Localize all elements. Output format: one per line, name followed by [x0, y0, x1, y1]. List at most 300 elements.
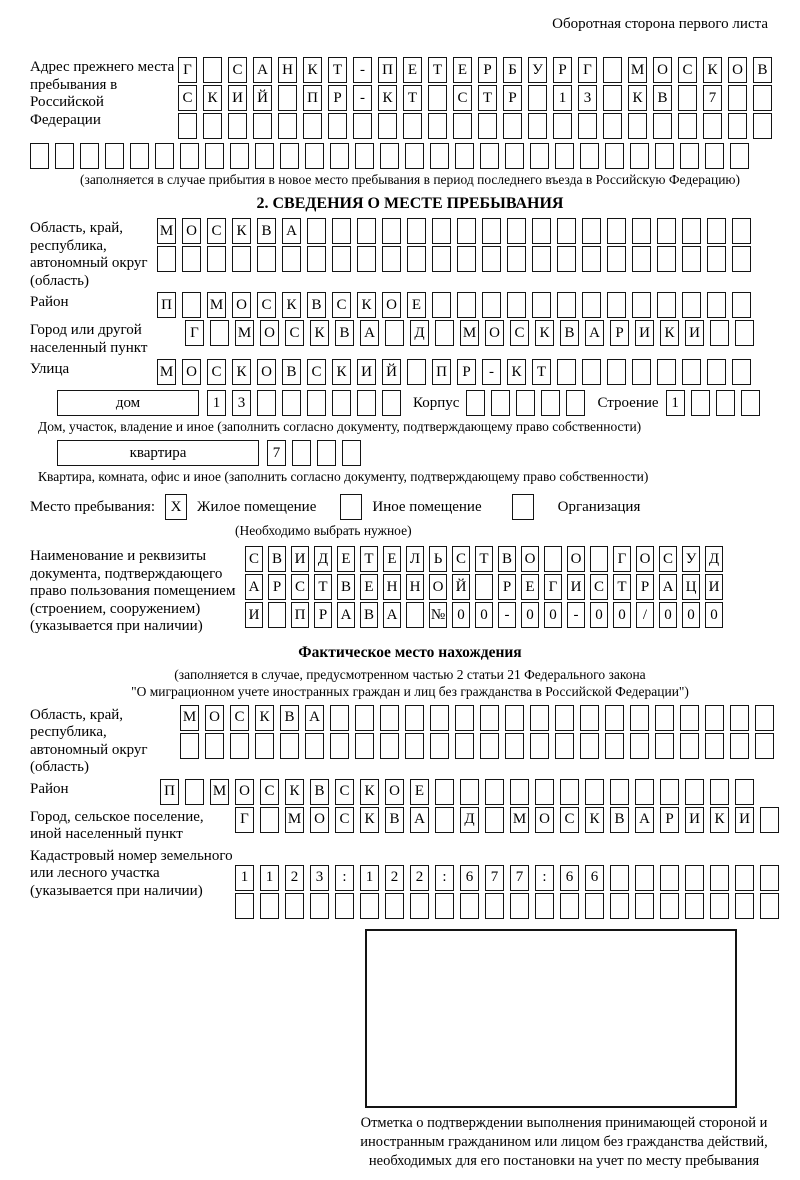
char-box[interactable]: К: [332, 359, 351, 385]
char-box[interactable]: С: [257, 292, 276, 318]
char-box[interactable]: В: [385, 807, 404, 833]
char-box[interactable]: [580, 733, 599, 759]
char-box[interactable]: Й: [452, 574, 470, 600]
char-box[interactable]: [610, 779, 629, 805]
char-box[interactable]: [607, 359, 626, 385]
char-box[interactable]: Р: [268, 574, 286, 600]
char-box[interactable]: Т: [328, 57, 347, 83]
char-box[interactable]: [730, 143, 749, 169]
char-box[interactable]: [230, 143, 249, 169]
char-box[interactable]: 0: [544, 602, 562, 628]
char-box[interactable]: 7: [267, 440, 286, 466]
char-box[interactable]: [685, 893, 704, 919]
char-box[interactable]: [582, 246, 601, 272]
char-box[interactable]: [491, 390, 510, 416]
char-box[interactable]: [735, 893, 754, 919]
char-box[interactable]: [330, 143, 349, 169]
char-box[interactable]: С: [230, 705, 249, 731]
char-box[interactable]: [285, 893, 304, 919]
char-box[interactable]: П: [432, 359, 451, 385]
char-box[interactable]: [455, 143, 474, 169]
char-box[interactable]: [607, 292, 626, 318]
char-box[interactable]: [457, 246, 476, 272]
char-box[interactable]: 0: [590, 602, 608, 628]
char-box[interactable]: [530, 733, 549, 759]
char-box[interactable]: [691, 390, 710, 416]
char-box[interactable]: П: [378, 57, 397, 83]
char-box[interactable]: [353, 113, 372, 139]
char-box[interactable]: [382, 390, 401, 416]
char-box[interactable]: К: [303, 57, 322, 83]
char-box[interactable]: Д: [460, 807, 479, 833]
char-box[interactable]: [203, 113, 222, 139]
char-box[interactable]: :: [535, 865, 554, 891]
char-box[interactable]: Ь: [429, 546, 447, 572]
char-box[interactable]: [278, 113, 297, 139]
char-box[interactable]: [485, 779, 504, 805]
char-box[interactable]: [485, 893, 504, 919]
char-box[interactable]: [605, 705, 624, 731]
char-box[interactable]: В: [307, 292, 326, 318]
char-box[interactable]: [532, 292, 551, 318]
char-box[interactable]: Г: [178, 57, 197, 83]
char-box[interactable]: [655, 143, 674, 169]
char-box[interactable]: [282, 246, 301, 272]
char-box[interactable]: [635, 893, 654, 919]
char-box[interactable]: [278, 85, 297, 111]
char-box[interactable]: С: [510, 320, 529, 346]
char-box[interactable]: Т: [360, 546, 378, 572]
char-box[interactable]: О: [728, 57, 747, 83]
char-box[interactable]: О: [205, 705, 224, 731]
char-box[interactable]: [655, 705, 674, 731]
char-box[interactable]: А: [337, 602, 355, 628]
char-box[interactable]: [466, 390, 485, 416]
char-box[interactable]: И: [291, 546, 309, 572]
char-box[interactable]: [630, 733, 649, 759]
char-box[interactable]: С: [332, 292, 351, 318]
char-box[interactable]: К: [285, 779, 304, 805]
char-box[interactable]: -: [498, 602, 516, 628]
char-box[interactable]: [660, 779, 679, 805]
char-box[interactable]: О: [485, 320, 504, 346]
char-box[interactable]: [544, 546, 562, 572]
char-box[interactable]: [503, 113, 522, 139]
char-box[interactable]: Р: [457, 359, 476, 385]
char-box[interactable]: Ц: [682, 574, 700, 600]
char-box[interactable]: [355, 733, 374, 759]
char-box[interactable]: [555, 705, 574, 731]
char-box[interactable]: [157, 246, 176, 272]
char-box[interactable]: [335, 893, 354, 919]
char-box[interactable]: К: [703, 57, 722, 83]
char-box[interactable]: С: [307, 359, 326, 385]
char-box[interactable]: С: [560, 807, 579, 833]
char-box[interactable]: [657, 246, 676, 272]
char-box[interactable]: Е: [521, 574, 539, 600]
char-box[interactable]: [660, 893, 679, 919]
char-box[interactable]: 0: [475, 602, 493, 628]
char-box[interactable]: П: [157, 292, 176, 318]
char-box[interactable]: [710, 779, 729, 805]
char-box[interactable]: М: [180, 705, 199, 731]
char-box[interactable]: [185, 779, 204, 805]
char-box[interactable]: [405, 143, 424, 169]
char-box[interactable]: [457, 218, 476, 244]
char-box[interactable]: 2: [410, 865, 429, 891]
char-box[interactable]: К: [282, 292, 301, 318]
char-box[interactable]: [735, 320, 754, 346]
char-box[interactable]: И: [228, 85, 247, 111]
char-box[interactable]: [678, 85, 697, 111]
char-box[interactable]: [590, 546, 608, 572]
char-box[interactable]: [760, 807, 779, 833]
char-box[interactable]: [303, 113, 322, 139]
char-box[interactable]: [535, 893, 554, 919]
char-box[interactable]: Е: [383, 546, 401, 572]
char-box[interactable]: О: [260, 320, 279, 346]
char-box[interactable]: [455, 733, 474, 759]
char-box[interactable]: [430, 733, 449, 759]
char-box[interactable]: Б: [503, 57, 522, 83]
char-box[interactable]: В: [268, 546, 286, 572]
char-box[interactable]: [528, 113, 547, 139]
char-box[interactable]: Р: [328, 85, 347, 111]
char-box[interactable]: [232, 246, 251, 272]
char-box[interactable]: С: [453, 85, 472, 111]
char-box[interactable]: [660, 865, 679, 891]
char-box[interactable]: Е: [403, 57, 422, 83]
char-box[interactable]: И: [735, 807, 754, 833]
char-box[interactable]: [328, 113, 347, 139]
char-box[interactable]: [280, 143, 299, 169]
char-box[interactable]: А: [282, 218, 301, 244]
char-box[interactable]: [205, 733, 224, 759]
char-box[interactable]: [605, 733, 624, 759]
char-box[interactable]: [735, 779, 754, 805]
char-box[interactable]: [255, 733, 274, 759]
char-box[interactable]: К: [255, 705, 274, 731]
char-box[interactable]: [728, 113, 747, 139]
char-box[interactable]: [682, 359, 701, 385]
char-box[interactable]: -: [353, 85, 372, 111]
char-box[interactable]: [655, 733, 674, 759]
char-box[interactable]: [355, 705, 374, 731]
char-box[interactable]: О: [385, 779, 404, 805]
char-box[interactable]: [555, 733, 574, 759]
char-box[interactable]: [432, 246, 451, 272]
char-box[interactable]: С: [178, 85, 197, 111]
char-box[interactable]: А: [360, 320, 379, 346]
char-box[interactable]: С: [678, 57, 697, 83]
char-box[interactable]: В: [610, 807, 629, 833]
char-box[interactable]: У: [682, 546, 700, 572]
char-box[interactable]: [235, 893, 254, 919]
char-box[interactable]: [332, 218, 351, 244]
char-box[interactable]: [585, 779, 604, 805]
char-box[interactable]: С: [207, 359, 226, 385]
char-box[interactable]: 7: [510, 865, 529, 891]
char-box[interactable]: [703, 113, 722, 139]
char-box[interactable]: [380, 705, 399, 731]
char-box[interactable]: [707, 246, 726, 272]
char-box[interactable]: [435, 779, 454, 805]
char-box[interactable]: [378, 113, 397, 139]
char-box[interactable]: [707, 359, 726, 385]
char-box[interactable]: [707, 218, 726, 244]
char-box[interactable]: Е: [360, 574, 378, 600]
char-box[interactable]: О: [429, 574, 447, 600]
char-box[interactable]: В: [335, 320, 354, 346]
char-box[interactable]: [357, 218, 376, 244]
char-box[interactable]: Д: [314, 546, 332, 572]
char-box[interactable]: [382, 218, 401, 244]
char-box[interactable]: М: [157, 359, 176, 385]
char-box[interactable]: [355, 143, 374, 169]
char-box[interactable]: Д: [705, 546, 723, 572]
char-box[interactable]: [307, 390, 326, 416]
char-box[interactable]: [707, 292, 726, 318]
char-box[interactable]: [716, 390, 735, 416]
char-box[interactable]: [510, 893, 529, 919]
char-box[interactable]: 0: [705, 602, 723, 628]
char-box[interactable]: [428, 113, 447, 139]
char-box[interactable]: [732, 292, 751, 318]
char-box[interactable]: И: [245, 602, 263, 628]
char-box[interactable]: [380, 143, 399, 169]
char-box[interactable]: [603, 57, 622, 83]
char-box[interactable]: [480, 705, 499, 731]
char-box[interactable]: [403, 113, 422, 139]
char-box[interactable]: Г: [544, 574, 562, 600]
char-box[interactable]: А: [253, 57, 272, 83]
char-box[interactable]: 0: [659, 602, 677, 628]
char-box[interactable]: С: [291, 574, 309, 600]
char-box[interactable]: [457, 292, 476, 318]
char-box[interactable]: О: [257, 359, 276, 385]
char-box[interactable]: [268, 602, 286, 628]
char-box[interactable]: [603, 113, 622, 139]
char-box[interactable]: [317, 440, 336, 466]
char-box[interactable]: [455, 705, 474, 731]
char-box[interactable]: [557, 246, 576, 272]
char-box[interactable]: 6: [560, 865, 579, 891]
char-box[interactable]: 7: [485, 865, 504, 891]
char-box[interactable]: [580, 143, 599, 169]
char-box[interactable]: 1: [666, 390, 685, 416]
other-premises-checkbox[interactable]: [340, 494, 362, 520]
char-box[interactable]: [260, 807, 279, 833]
char-box[interactable]: Й: [253, 85, 272, 111]
char-box[interactable]: К: [710, 807, 729, 833]
char-box[interactable]: [732, 218, 751, 244]
char-box[interactable]: [685, 779, 704, 805]
char-box[interactable]: [406, 602, 424, 628]
char-box[interactable]: [657, 359, 676, 385]
char-box[interactable]: К: [357, 292, 376, 318]
char-box[interactable]: Р: [498, 574, 516, 600]
char-box[interactable]: К: [535, 320, 554, 346]
char-box[interactable]: 0: [452, 602, 470, 628]
char-box[interactable]: А: [585, 320, 604, 346]
char-box[interactable]: [407, 218, 426, 244]
char-box[interactable]: С: [335, 779, 354, 805]
char-box[interactable]: Р: [553, 57, 572, 83]
char-box[interactable]: [632, 292, 651, 318]
char-box[interactable]: [282, 390, 301, 416]
char-box[interactable]: [680, 143, 699, 169]
char-box[interactable]: М: [235, 320, 254, 346]
char-box[interactable]: К: [660, 320, 679, 346]
char-box[interactable]: [632, 246, 651, 272]
char-box[interactable]: 0: [682, 602, 700, 628]
char-box[interactable]: [632, 218, 651, 244]
char-box[interactable]: С: [335, 807, 354, 833]
char-box[interactable]: Н: [383, 574, 401, 600]
char-box[interactable]: П: [303, 85, 322, 111]
char-box[interactable]: Й: [382, 359, 401, 385]
char-box[interactable]: [405, 733, 424, 759]
char-box[interactable]: [382, 246, 401, 272]
char-box[interactable]: В: [282, 359, 301, 385]
char-box[interactable]: Р: [503, 85, 522, 111]
char-box[interactable]: [482, 292, 501, 318]
char-box[interactable]: В: [498, 546, 516, 572]
char-box[interactable]: [582, 218, 601, 244]
char-box[interactable]: [741, 390, 760, 416]
char-box[interactable]: [228, 113, 247, 139]
char-box[interactable]: Р: [478, 57, 497, 83]
char-box[interactable]: 3: [578, 85, 597, 111]
char-box[interactable]: Р: [660, 807, 679, 833]
char-box[interactable]: [530, 705, 549, 731]
char-box[interactable]: О: [182, 359, 201, 385]
char-box[interactable]: 1: [553, 85, 572, 111]
char-box[interactable]: В: [653, 85, 672, 111]
char-box[interactable]: [728, 85, 747, 111]
char-box[interactable]: [305, 733, 324, 759]
char-box[interactable]: [205, 143, 224, 169]
char-box[interactable]: [635, 779, 654, 805]
char-box[interactable]: Г: [235, 807, 254, 833]
char-box[interactable]: 6: [585, 865, 604, 891]
char-box[interactable]: [360, 893, 379, 919]
char-box[interactable]: [532, 218, 551, 244]
char-box[interactable]: [730, 705, 749, 731]
char-box[interactable]: [475, 574, 493, 600]
char-box[interactable]: М: [628, 57, 647, 83]
char-box[interactable]: [566, 390, 585, 416]
char-box[interactable]: [182, 246, 201, 272]
char-box[interactable]: [342, 440, 361, 466]
char-box[interactable]: А: [659, 574, 677, 600]
char-box[interactable]: [532, 246, 551, 272]
char-box[interactable]: [530, 143, 549, 169]
char-box[interactable]: В: [337, 574, 355, 600]
char-box[interactable]: [632, 359, 651, 385]
char-box[interactable]: 0: [613, 602, 631, 628]
char-box[interactable]: [710, 865, 729, 891]
char-box[interactable]: [430, 705, 449, 731]
char-box[interactable]: Т: [314, 574, 332, 600]
char-box[interactable]: [732, 359, 751, 385]
char-box[interactable]: С: [285, 320, 304, 346]
char-box[interactable]: [705, 143, 724, 169]
char-box[interactable]: [755, 733, 774, 759]
char-box[interactable]: Е: [407, 292, 426, 318]
char-box[interactable]: С: [452, 546, 470, 572]
char-box[interactable]: [207, 246, 226, 272]
char-box[interactable]: 3: [310, 865, 329, 891]
char-box[interactable]: [257, 390, 276, 416]
char-box[interactable]: 1: [207, 390, 226, 416]
char-box[interactable]: [516, 390, 535, 416]
char-box[interactable]: [507, 246, 526, 272]
char-box[interactable]: [605, 143, 624, 169]
char-box[interactable]: [257, 246, 276, 272]
char-box[interactable]: Д: [410, 320, 429, 346]
char-box[interactable]: [505, 733, 524, 759]
char-box[interactable]: [555, 143, 574, 169]
char-box[interactable]: С: [245, 546, 263, 572]
char-box[interactable]: Г: [613, 546, 631, 572]
char-box[interactable]: [55, 143, 74, 169]
char-box[interactable]: Т: [478, 85, 497, 111]
char-box[interactable]: 1: [235, 865, 254, 891]
char-box[interactable]: [385, 320, 404, 346]
char-box[interactable]: [507, 218, 526, 244]
char-box[interactable]: [453, 113, 472, 139]
char-box[interactable]: [428, 85, 447, 111]
char-box[interactable]: [560, 779, 579, 805]
char-box[interactable]: [410, 893, 429, 919]
char-box[interactable]: -: [353, 57, 372, 83]
char-box[interactable]: В: [560, 320, 579, 346]
char-box[interactable]: [180, 733, 199, 759]
char-box[interactable]: [407, 246, 426, 272]
char-box[interactable]: К: [310, 320, 329, 346]
char-box[interactable]: [330, 733, 349, 759]
char-box[interactable]: [80, 143, 99, 169]
char-box[interactable]: П: [291, 602, 309, 628]
char-box[interactable]: [105, 143, 124, 169]
char-box[interactable]: Р: [636, 574, 654, 600]
char-box[interactable]: К: [585, 807, 604, 833]
char-box[interactable]: [578, 113, 597, 139]
char-box[interactable]: [432, 292, 451, 318]
char-box[interactable]: [407, 359, 426, 385]
char-box[interactable]: Г: [578, 57, 597, 83]
char-box[interactable]: Е: [337, 546, 355, 572]
char-box[interactable]: [680, 733, 699, 759]
char-box[interactable]: [357, 390, 376, 416]
char-box[interactable]: М: [207, 292, 226, 318]
char-box[interactable]: [307, 218, 326, 244]
char-box[interactable]: А: [410, 807, 429, 833]
char-box[interactable]: [255, 143, 274, 169]
char-box[interactable]: А: [383, 602, 401, 628]
char-box[interactable]: 1: [360, 865, 379, 891]
char-box[interactable]: А: [635, 807, 654, 833]
char-box[interactable]: [430, 143, 449, 169]
char-box[interactable]: Т: [403, 85, 422, 111]
char-box[interactable]: [760, 865, 779, 891]
char-box[interactable]: П: [160, 779, 179, 805]
char-box[interactable]: [505, 705, 524, 731]
char-box[interactable]: -: [567, 602, 585, 628]
char-box[interactable]: К: [507, 359, 526, 385]
char-box[interactable]: С: [590, 574, 608, 600]
